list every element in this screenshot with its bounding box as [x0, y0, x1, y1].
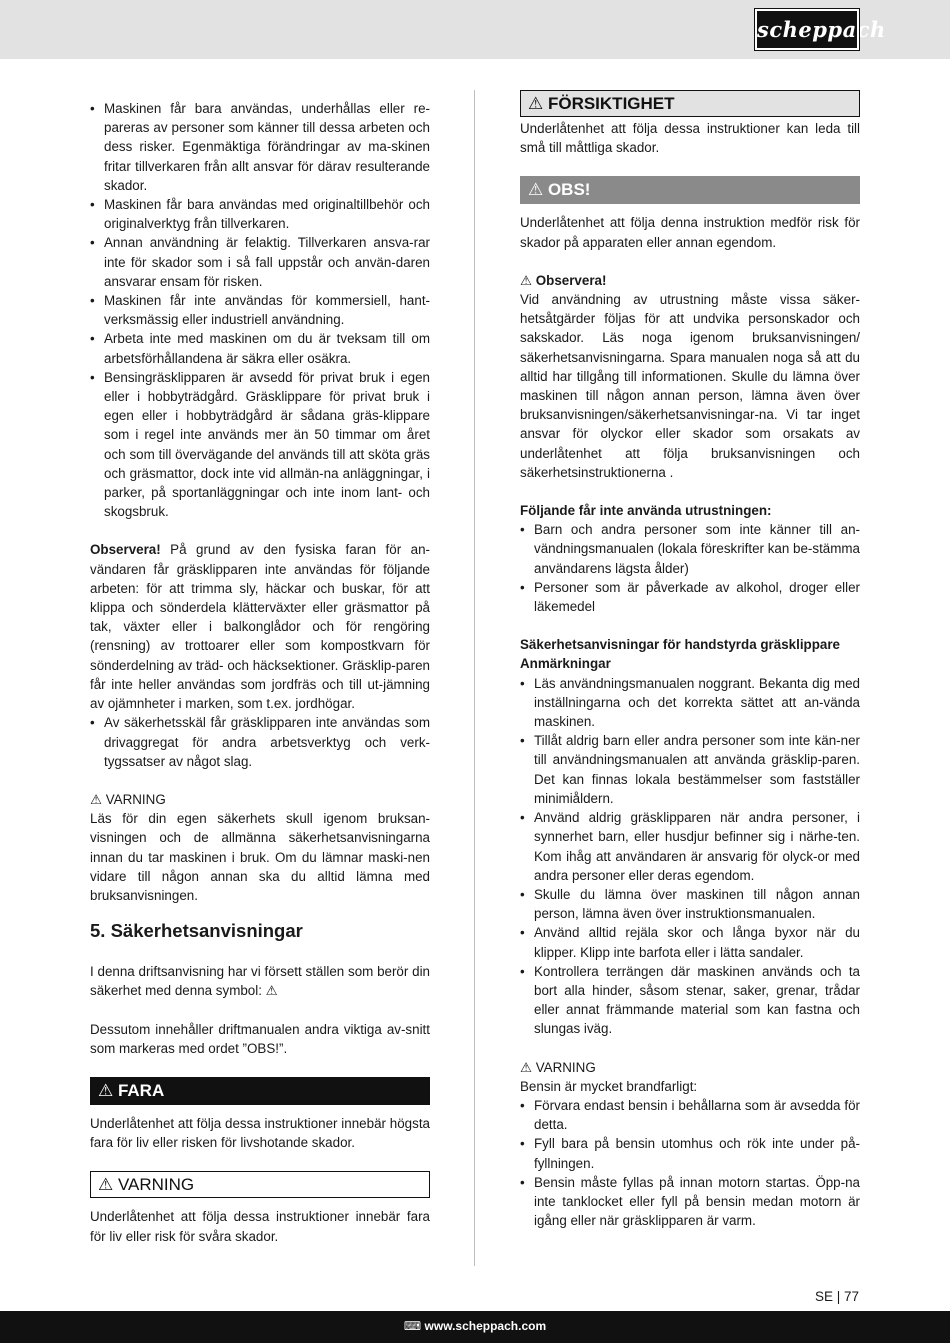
list-item: • Tillåt aldrig barn eller andra personer som inte kän-ner till användningsmanualen att använda gräsklip-paren. Det kan finnas lokala bestämmelser som fastställer minimiåldern.	[520, 731, 860, 808]
list-item: • Annan användning är felaktig. Tillverkaren ansva-rar inte för skador som i så fall uppstår och använ-daren ansvarar ensam för risken.	[90, 233, 430, 291]
petrol-list	[520, 1096, 860, 1230]
observera-label: ⚠ Observera!	[520, 272, 607, 288]
obs-text: Underlåtenhet att följa denna instruktion medför risk för skador på apparaten eller annan egendom.	[520, 215, 860, 250]
website-link[interactable]: ⌨ www.scheppach.com	[403, 1319, 547, 1333]
usage-list	[90, 99, 430, 521]
observera-paragraph	[90, 540, 430, 713]
observera-text: På grund av den fysiska faran för an-vändaren får gräsklipparen inte användas för följande arbeten: för att trimma sly, häckar och buskar, för att klippa och sönderdela klätterväxter eller gräsmattor på tak, växter eller i balkonglådor och för rengöring (rensning) av trottoarer eller som kompostkvarn för sönderdelning av träd- och häcksektioner. Gräsklip-paren får inte heller användas som jordfräs och till ut-jämning av ojämnheter i marken, som t.ex. jordhögar.	[90, 542, 430, 712]
intro-paragraph-1: I denna driftsanvisning har vi försett ställen som berör din säkerhet med denna symbol: ⚠	[90, 964, 430, 999]
list-item: • Barn och andra personer som inte känner till an-vändningsmanualen (lokala föreskrifter kan be-stämma användarens lägsta ålder)	[520, 520, 860, 578]
safety-list	[90, 713, 430, 771]
varning-heading: ⚠ VARNING	[90, 1171, 430, 1198]
observera-label: Observera!	[90, 542, 161, 558]
list-item: • Av säkerhetsskäl får gräsklipparen inte användas som drivaggregat för andra arbetsverktyg och verk-tygssatser av något slag.	[90, 713, 430, 771]
list-item: • Fyll bara på bensin utomhus och rök inte under på-fyllningen.	[520, 1134, 860, 1172]
scheppach-logo: scheppach	[755, 9, 859, 50]
list-item: • Skulle du lämna över maskinen till någon annan person, lämna även över instruktionsmanualen.	[520, 885, 860, 923]
intro-paragraph-2: Dessutom innehåller driftmanualen andra viktiga av-snitt som markeras med ordet ”OBS!”.	[90, 1021, 430, 1056]
list-item: • Bensingräsklipparen är avsedd för privat bruk i egen eller i hobbyträdgård. Gräsklippare för privat bruk i egen eller i hobbyträdgård är sådana gräs-klippare som i regel inte används mer än 50 timmar om året och som till övervägande del används till att sköta gräs och gräsmattor, dock inte vid allmän-na anläggningar, i parker, på sportanläggningar och inte inom lant- och skogsbruk.	[90, 368, 430, 522]
right-column	[520, 90, 860, 1230]
list-item: • Arbeta inte med maskinen om du är tveksam till om arbetsförhållandena är säkra eller osäkra.	[90, 329, 430, 367]
list-item: • Maskinen får bara användas, underhållas eller re-pareras av personer som känner till dessa arbeten och dess risker. Egenmäktiga förändringar av ma-skinen fritar tillverkaren från allt ansvar för därav resulterande skador.	[90, 99, 430, 195]
list-item: • Maskinen får inte användas för kommersiell, hant-verksmässig eller industriell användning.	[90, 291, 430, 329]
list-item: • Personer som är påverkade av alkohol, droger eller läkemedel	[520, 578, 860, 616]
varning-text: Läs för din egen säkerhets skull igenom bruksan-visningen och de allmänna säkerhetsanvisningarna innan du tar maskinen i bruk. Om du lämnar maski-nen vidare till någon annan ska du alltid lämna med bruksanvisningen.	[90, 811, 430, 903]
not-use-list	[520, 520, 860, 616]
list-item: • Bensin måste fyllas på innan motorn startas. Öpp-na inte tanklocket eller fyll på bensin medan motorn är igång eller när gräsklipparen är varm.	[520, 1173, 860, 1231]
list-item: • Förvara endast bensin i behållarna som är avsedda för detta.	[520, 1096, 860, 1134]
fara-heading: ⚠ FARA	[90, 1077, 430, 1105]
varning-label: ⚠ VARNING	[520, 1059, 596, 1075]
list-item: • Maskinen får bara användas med originaltillbehör och originalverktyg från tillverkaren.	[90, 195, 430, 233]
page-number: SE | 77	[814, 1289, 859, 1304]
forsiktighet-text: Underlåtenhet att följa dessa instruktioner kan leda till små till måttliga skador.	[520, 121, 860, 156]
obs-heading: ⚠ OBS!	[520, 176, 860, 204]
list-item: • Använd alltid rejäla skor och långa byxor när du klipper. Klipp inte barfota eller i lätta sandaler.	[520, 923, 860, 961]
varning-text: Bensin är mycket brandfarligt:	[520, 1078, 698, 1094]
list-item: • Läs användningsmanualen noggrant. Bekanta dig med inställningarna och det korrekta sättet att an-vända maskinen.	[520, 674, 860, 732]
fara-text: Underlåtenhet att följa dessa instruktioner innebär högsta fara för liv eller risken för livshotande skador.	[90, 1115, 430, 1151]
handheld-list	[520, 674, 860, 1039]
observera-text: Vid användning av utrustning måste vissa säker-hetsåtgärder följas för att undvika personskador och sakskador. Läs noga igenom bruksanvisningen/ säkerhetsanvisningarna. Spara manualen noga så att du alltid har tillgång till informationen. Skulle du lämna över maskinen till någon annan person, lämna även över bruksanvisningen/säkerhetsanvisningar-na. Vi tar inget ansvar för olyckor eller skador som orsakats av underlåtenhet att följa bruksanvisningen och säkerhetsinstruktionerna .	[520, 292, 860, 480]
footer-bar	[0, 1311, 950, 1343]
list-item: • Kontrollera terrängen där maskinen används och ta bort alla hinder, såsom stenar, saker, grenar, trådar eller annat främmande material som kan fastna och slungas iväg.	[520, 962, 860, 1039]
column-divider	[474, 90, 475, 1266]
not-use-heading: Följande får inte använda utrustningen:	[520, 503, 772, 519]
list-item: • Använd aldrig gräsklipparen när andra personer, i synnerhet barn, eller husdjur befinner sig i närhe-ten. Kom ihåg att användaren är ansvarig för olyck-or med andra personer eller deras egendom.	[520, 808, 860, 885]
forsiktighet-heading: ⚠ FÖRSIKTIGHET	[520, 90, 860, 117]
remarks-heading: Anmärkningar	[520, 656, 611, 672]
section-title: 5. Säkerhetsanvisningar	[90, 920, 303, 942]
varning-label: ⚠ VARNING	[90, 791, 166, 807]
left-column	[90, 99, 430, 1246]
handheld-heading: Säkerhetsanvisningar för handstyrda gräsklippare	[520, 637, 841, 653]
varning-box-text: Underlåtenhet att följa dessa instruktioner innebär fara för liv eller risk för svåra skador.	[90, 1209, 430, 1244]
